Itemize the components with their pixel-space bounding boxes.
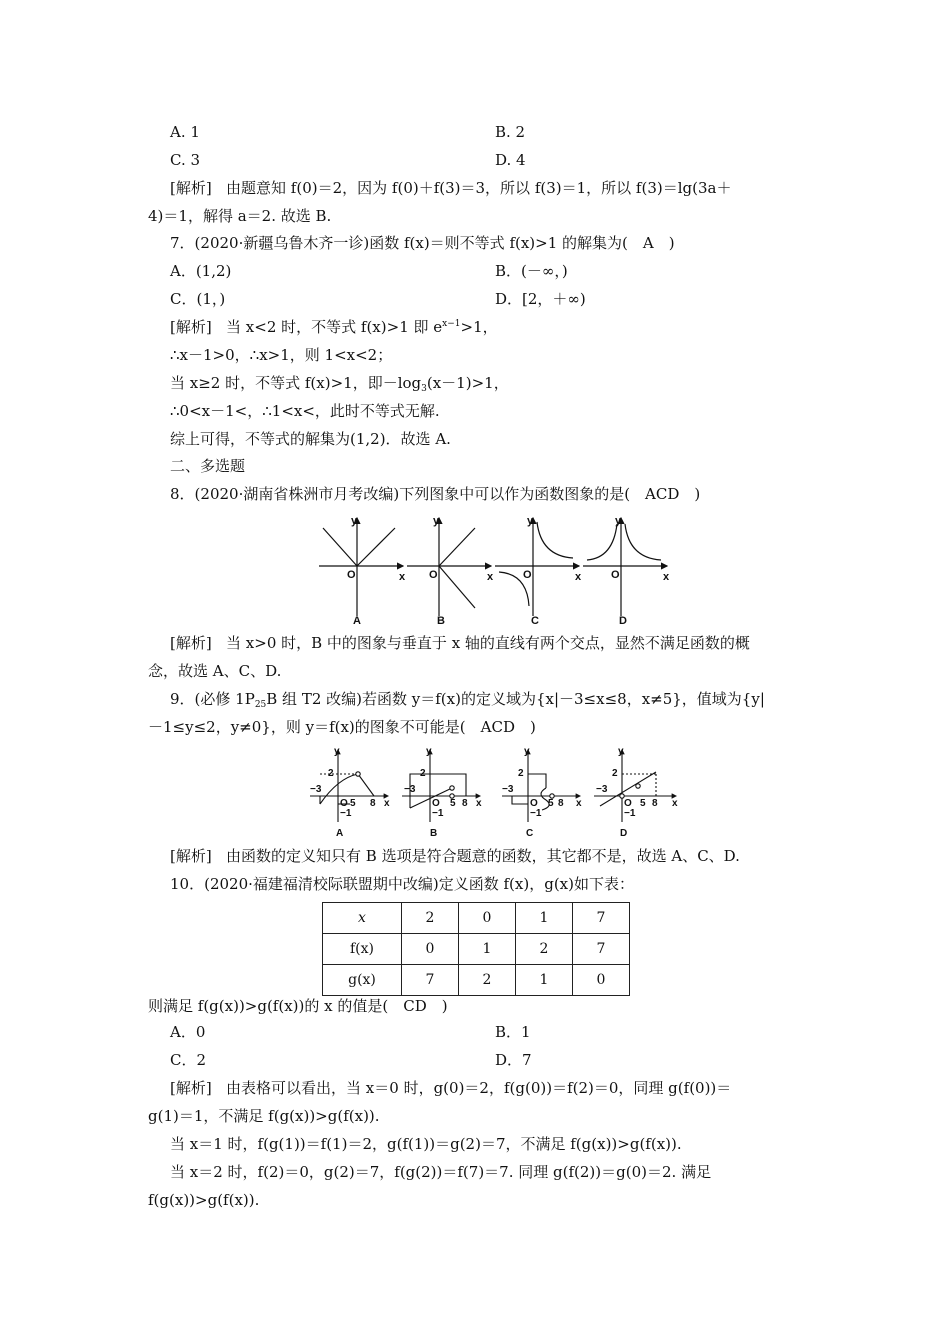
q8-d-y-label: y <box>615 515 622 527</box>
q9-d-tick-neg3: −3 <box>596 784 608 795</box>
table-cell: 7 <box>573 903 630 934</box>
q9-label-a: A <box>336 828 344 839</box>
q6-option-c: C. 3 <box>170 151 201 169</box>
q9-a-tick-2: 2 <box>328 768 334 779</box>
q10-question-line: 则满足 f(g(x))>g(f(x))的 x 的值是( CD ) <box>148 997 448 1015</box>
table-cell: 1 <box>459 934 516 965</box>
analysis-tag: [解析] <box>170 847 212 865</box>
table-cell: 7 <box>402 965 459 996</box>
q6-analysis-text-1: 由题意知 f(0)＝2，因为 f(0)＋f(3)＝3，所以 f(3)＝1，所以 f(3)＝lg(3a＋ <box>226 179 732 197</box>
q9-d-tick-neg1: −1 <box>624 808 636 819</box>
q9-b-x-label: x <box>476 798 482 809</box>
table-cell: 2 <box>459 965 516 996</box>
q8-graphs <box>315 512 675 630</box>
table-row <box>323 903 630 934</box>
q9-b-tick-5: 5 <box>450 798 456 809</box>
q10-analysis-line-3: 当 x＝1 时，f(g(1))＝f(1)＝2，g(f(1))＝g(2)＝7，不满足 f(g(x))>g(f(x)). <box>170 1135 682 1153</box>
q9-b-origin: O <box>432 798 440 809</box>
q8-analysis-line-1 <box>170 633 750 653</box>
q10-option-a: A．0 <box>170 1023 206 1041</box>
q9-analysis-line-1 <box>170 846 740 866</box>
q9-c-tick-neg3: −3 <box>502 784 514 795</box>
q9-a-tick-neg3: −3 <box>310 784 322 795</box>
q9-b-tick-2: 2 <box>420 768 426 779</box>
q6-option-b: B. 2 <box>495 123 526 141</box>
q10-analysis-text-1: 由表格可以看出，当 x＝0 时，g(0)＝2，f(g(0))＝f(2)＝0，同理 g(f(0))＝ <box>226 1079 732 1097</box>
table-cell: 2 <box>516 934 573 965</box>
q8-stem: 8．(2020·湖南省株洲市月考改编)下列图象中可以作为函数图象的是( ACD ) <box>170 485 701 503</box>
q7-analysis-line-2: ∴x－1>0，∴x>1，则 1<x<2； <box>170 346 393 364</box>
q9-stem-text-1b: B 组 T2 改编)若函数 y＝f(x)的定义域为{x|－3≤x≤8，x≠5}，值域为{y| <box>266 690 765 708</box>
q9-d-tick-2: 2 <box>612 768 618 779</box>
q8-graph-c <box>495 518 579 616</box>
q8-graphs-svg <box>315 512 675 630</box>
q9-analysis-text-1: 由函数的定义知只有 B 选项是符合题意的函数，其它都不是，故选 A、C、D. <box>226 847 740 865</box>
analysis-tag: [解析] <box>170 318 212 336</box>
q9-graphs-svg <box>306 744 682 840</box>
q7-analysis-text-1a: 当 x<2 时，不等式 f(x)>1 即 e <box>226 318 443 336</box>
analysis-tag: [解析] <box>170 634 212 652</box>
q9-c-tick-neg1: −1 <box>530 808 542 819</box>
table-cell: 2 <box>402 903 459 934</box>
q9-stem-text-1a: 9．(必修 1P <box>170 690 255 708</box>
q8-d-origin: O <box>611 569 620 581</box>
q9-stem-line-2: －1≤y≤2，y≠0}，则 y＝f(x)的图象不可能是( ACD ) <box>148 718 536 736</box>
q8-b-y-label: y <box>433 515 440 527</box>
q9-b-tick-8: 8 <box>462 798 468 809</box>
q9-c-origin: O <box>530 798 538 809</box>
q9-d-tick-8: 8 <box>652 798 658 809</box>
q7-analysis-line-1 <box>170 317 498 337</box>
q9-a-y-label: y <box>334 746 340 757</box>
q9-a-tick-neg1: −1 <box>340 808 352 819</box>
q9-d-origin: O <box>624 798 632 809</box>
q7-analysis-text-3a: 当 x≥2 时，不等式 f(x)>1，即－log <box>170 374 422 392</box>
q7-analysis-line-3 <box>170 373 509 393</box>
q9-d-y-label: y <box>618 746 624 757</box>
q8-a-origin: O <box>347 569 356 581</box>
q9-d-tick-5: 5 <box>640 798 646 809</box>
q8-label-d: D <box>619 615 627 627</box>
q8-b-x-label: x <box>487 571 494 583</box>
table-cell: g(x) <box>323 965 402 996</box>
q8-graph-a <box>319 518 403 616</box>
q7-exponent: x−1 <box>442 319 461 329</box>
table-cell: 0 <box>573 965 630 996</box>
q10-option-c: C．2 <box>170 1051 207 1069</box>
q7-log-base: 3 <box>421 384 427 394</box>
q6-option-a: A. 1 <box>170 123 200 141</box>
table-cell: 1 <box>516 965 573 996</box>
q8-analysis-line-2: 念，故选 A、C、D. <box>148 662 282 680</box>
q10-option-b: B．1 <box>495 1023 531 1041</box>
q7-analysis-text-1b: >1， <box>460 318 498 336</box>
q6-analysis-line-1 <box>170 178 731 198</box>
q9-b-y-label: y <box>426 746 432 757</box>
q8-c-origin: O <box>523 569 532 581</box>
q10-function-table <box>322 902 630 996</box>
table-cell: 7 <box>573 934 630 965</box>
q9-d-x-label: x <box>672 798 678 809</box>
q8-label-b: B <box>437 615 445 627</box>
q9-stem-line-1 <box>170 689 765 709</box>
q10-analysis-line-1 <box>170 1078 731 1098</box>
q8-label-c: C <box>531 615 539 627</box>
q8-a-y-label: y <box>351 515 358 527</box>
q7-analysis-line-4: ∴0<x－1<，∴1<x<，此时不等式无解. <box>170 402 440 420</box>
q10-option-d: D．7 <box>495 1051 532 1069</box>
q9-b-tick-neg1: −1 <box>432 808 444 819</box>
q8-label-a: A <box>353 615 361 627</box>
q9-c-tick-8: 8 <box>558 798 564 809</box>
q10-analysis-line-5: f(g(x))>g(f(x)). <box>148 1191 260 1209</box>
table-row <box>323 965 630 996</box>
q9-label-d: D <box>620 828 628 839</box>
q8-a-x-label: x <box>399 571 406 583</box>
q8-graph-d <box>583 518 667 616</box>
analysis-tag: [解析] <box>170 1079 212 1097</box>
q8-graph-b <box>407 518 491 616</box>
q8-b-origin: O <box>429 569 438 581</box>
q7-option-d: D．[2，＋∞) <box>495 290 586 308</box>
q8-d-x-label: x <box>663 571 670 583</box>
q9-graphs <box>306 744 682 840</box>
q9-b-tick-neg3: −3 <box>404 784 416 795</box>
q10-analysis-line-4: 当 x＝2 时，f(2)＝0，g(2)＝7，f(g(2))＝f(7)＝7. 同理 g(f(2))＝g(0)＝2. 满足 <box>170 1163 712 1181</box>
section-title: 二、多选题 <box>170 457 246 475</box>
table-cell: f(x) <box>323 934 402 965</box>
q7-analysis-text-3b: (x－1)>1， <box>426 374 509 392</box>
q9-c-tick-5: 5 <box>548 798 554 809</box>
q8-analysis-text-1: 当 x>0 时，B 中的图象与垂直于 x 轴的直线有两个交点，显然不满足函数的概 <box>226 634 750 652</box>
table-cell: x <box>323 903 402 934</box>
q10-stem: 10．(2020·福建福清校际联盟期中改编)定义函数 f(x)，g(x)如下表： <box>170 875 634 893</box>
q7-analysis-line-5: 综上可得，不等式的解集为(1,2)．故选 A. <box>170 430 451 448</box>
q7-stem: 7．(2020·新疆乌鲁木齐一诊)函数 f(x)＝则不等式 f(x)>1 的解集为( A ) <box>170 234 675 252</box>
q10-analysis-line-2: g(1)＝1，不满足 f(g(x))>g(f(x)). <box>148 1107 380 1125</box>
q7-option-a: A．(1,2) <box>170 262 232 280</box>
q9-c-tick-2: 2 <box>518 768 524 779</box>
analysis-tag: [解析] <box>170 179 212 197</box>
q7-option-b: B．(－∞，) <box>495 262 568 280</box>
q9-a-tick-8: 8 <box>370 798 376 809</box>
q9-a-tick-5: 5 <box>350 798 356 809</box>
q9-a-x-label: x <box>384 798 390 809</box>
table-cell: 0 <box>459 903 516 934</box>
q9-label-c: C <box>526 828 534 839</box>
q8-c-y-label: y <box>527 515 534 527</box>
q6-option-d: D. 4 <box>495 151 526 169</box>
q6-analysis-line-2: 4)＝1，解得 a＝2. 故选 B. <box>148 207 332 225</box>
table-cell: 1 <box>516 903 573 934</box>
q9-page-sub: 25 <box>254 700 267 710</box>
q7-option-c: C．(1，) <box>170 290 226 308</box>
table-cell: 0 <box>402 934 459 965</box>
q8-c-x-label: x <box>575 571 582 583</box>
q9-c-x-label: x <box>576 798 582 809</box>
q9-a-origin: O <box>340 798 348 809</box>
q9-c-y-label: y <box>524 746 530 757</box>
table-row <box>323 934 630 965</box>
q9-label-b: B <box>430 828 438 839</box>
